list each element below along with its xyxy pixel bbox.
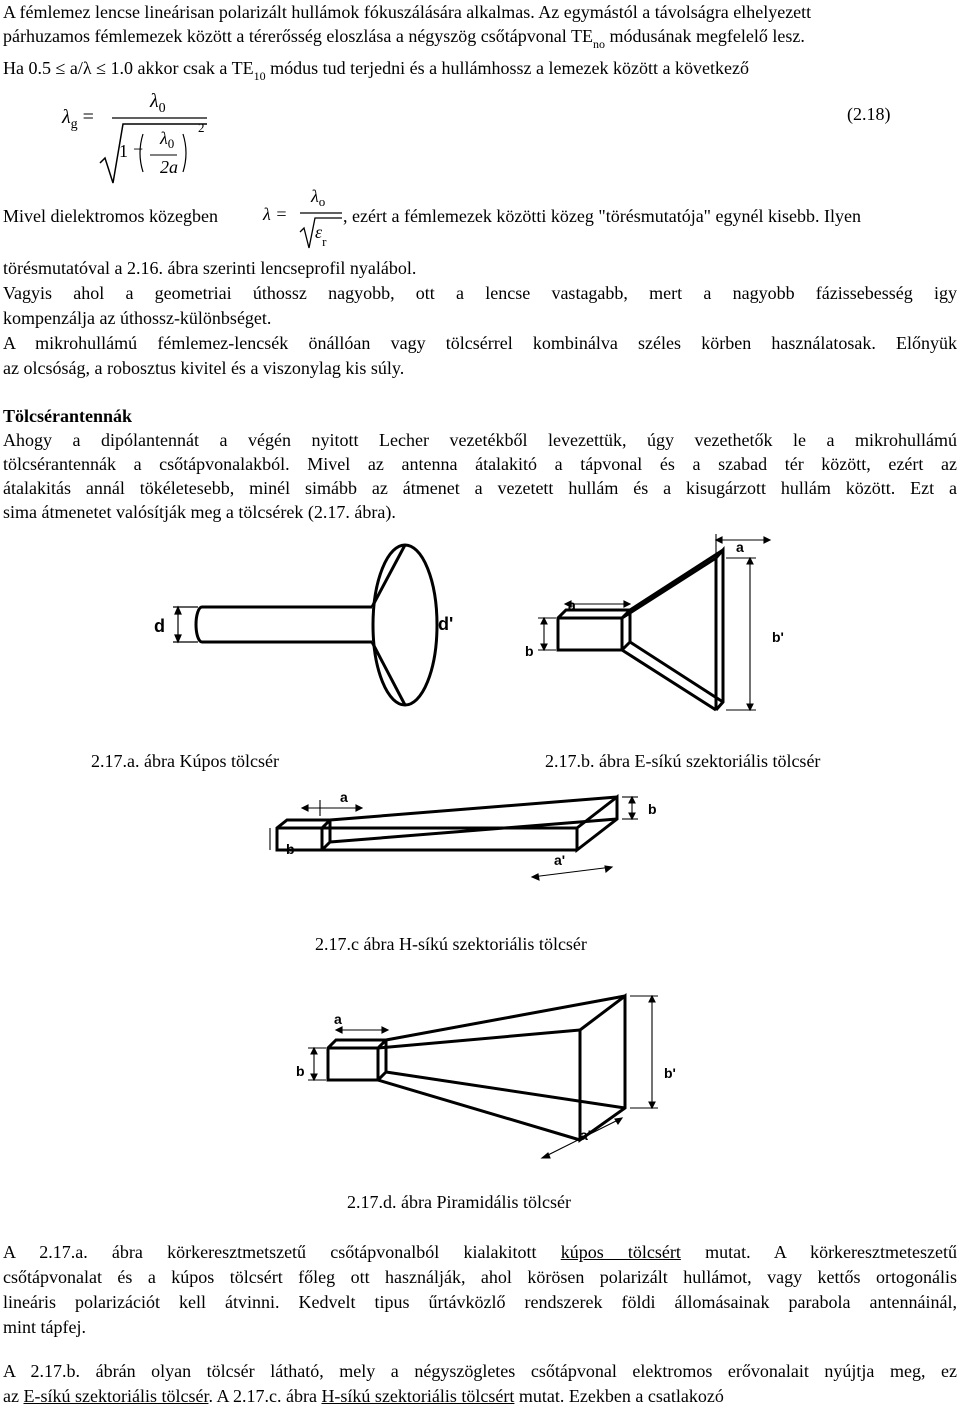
label-a-prime: a' — [580, 1127, 592, 1143]
p3-line-1-text: A 2.17.a. ábra körkeresztmetszetű csőtápvonalból kialakitott — [3, 1242, 561, 1262]
equation-number: (2.18) — [847, 104, 891, 124]
figure-pyramidal-horn — [280, 990, 690, 1190]
p1-line-1: törésmutatóval a 2.16. ábra szerinti lencseprofil nyalábol. — [3, 258, 417, 278]
intro-line-2 — [3, 24, 957, 50]
p1-line-3: kompenzálja az úthossz-különbséget. — [3, 308, 272, 328]
p1-line-2: Vagyis ahol a geometriai úthossz nagyobb, ott a lencse vastagabb, mert a nagyobb fázissebesség igy — [3, 283, 957, 303]
dielectric-lambda-eq: λ = — [263, 204, 288, 224]
lambda-0-sub: 0 — [158, 101, 166, 116]
dielectric-num-sub: o — [318, 194, 326, 209]
dielectric-suffix: , ezért a fémlemezek közötti közeg "törésmutatója" egynél kisebb. Ilyen — [343, 206, 861, 226]
figure-conical-horn — [140, 538, 454, 718]
lambda-g: λ — [62, 106, 71, 128]
p1-line-4: A mikrohullámú fémlemez-lencsék önállóan vagy tölcsérrel kombinálva széles körben használatosak. Előnyük — [3, 333, 957, 353]
label-a-prime: a' — [554, 852, 566, 868]
epsilon: ε — [315, 222, 323, 242]
figure-e-plane-horn — [500, 530, 800, 745]
conical-horn-term: kúpos tölcsért — [560, 1242, 681, 1262]
label-b: b — [525, 643, 534, 659]
p3-line-1-tail: mutat. A körkeresztmeteszetű — [680, 1242, 957, 1262]
p4-line-2-mid: . A 2.17.c. ábra — [208, 1386, 322, 1406]
equation-fraction-radical — [95, 108, 215, 188]
intro-line-1: A fémlemez lencse lineárisan polarizált hullámok fókuszálására alkalmas. Az egymástól a távolságra elhelyezett — [3, 2, 812, 22]
p3-line-4: mint tápfej. — [3, 1317, 86, 1337]
intro-line-2-tail: módusának megfelelő lesz. — [604, 26, 805, 46]
label-a: a — [334, 1011, 342, 1027]
p1-line-5: az olcsóság, a robosztus kivitel és a viszonylag kis súly. — [3, 358, 405, 378]
label-a-top: a — [736, 539, 744, 555]
equation-inner-den: 2a — [160, 157, 178, 177]
p3-line-3: lineáris polarizációt kell átvinni. Kedvelt tipus űrtávközlő rendszerek földi állomásainak parabola antennáinál, — [3, 1292, 957, 1312]
h-plane-term: H-síkú szektoriális tölcsért — [321, 1386, 515, 1406]
section-title: Tölcsérantennák — [3, 406, 133, 426]
p2-line-3: átalakitás annál tökéletesebb, minél simább az átmenet a vezetett hullám és a kisugárzott hullám között. Ezt a — [3, 478, 957, 498]
dielectric-prefix: Mivel dielektromos közegben — [3, 206, 218, 226]
caption-fig-a: 2.17.a. ábra Kúpos tölcsér — [91, 751, 279, 771]
e-plane-term: E-síkú szektoriális tölcsér — [23, 1386, 209, 1406]
p2-line-4: sima átmenetet valósítják meg a tölcsérek (2.17. ábra). — [3, 502, 396, 522]
equation-power: 2 — [198, 120, 205, 135]
dielectric-lambda — [263, 204, 287, 225]
label-a-guide: a — [568, 597, 576, 613]
p3-line-1 — [3, 1240, 957, 1264]
label-a: a — [340, 789, 348, 805]
equation-lhs: $\lambda_g$ = — [62, 106, 94, 132]
label-b-prime: b' — [664, 1065, 676, 1081]
p2-line-2: tölcsérantennák a csőtápvonalakból. Mivel az antenna átalakitó a tápvonal és a szabad tér között, ezért az — [3, 454, 957, 474]
equation-inner-num — [160, 128, 174, 149]
intro-line-3 — [3, 56, 957, 82]
caption-fig-c: 2.17.c ábra H-síkú szektoriális tölcsér — [315, 934, 587, 954]
figure-h-plane-horn — [272, 782, 722, 942]
te-subscript: no — [592, 37, 605, 51]
p4-line-2-tail: mutat. Ezekben a csatlakozó — [514, 1386, 724, 1406]
intro-line-2-text: párhuzamos fémlemezek között a térerősség eloszlása a négyszög csőtápvonal TE — [3, 26, 593, 46]
label-d-prime: d' — [438, 614, 454, 634]
label-d: d — [154, 616, 165, 636]
caption-fig-d: 2.17.d. ábra Piramidális tölcsér — [347, 1192, 571, 1212]
equation-one: 1 — [119, 141, 128, 161]
lambda-g-sub: g — [70, 117, 78, 132]
equation-minus: − — [133, 139, 144, 159]
label-b-mouth: b — [648, 801, 657, 817]
p4-line-1: A 2.17.b. ábrán olyan tölcsér látható, mely a négyszögletes csőtápvonal elektromos erővonalait nyújtja meg, ez — [3, 1361, 957, 1381]
p4-line-2 — [3, 1384, 957, 1408]
te10-subscript: 10 — [253, 69, 266, 83]
label-b-prime: b' — [772, 629, 784, 645]
dielectric-num — [311, 186, 325, 207]
intro-line-3-tail: módus tud terjedni és a hullámhossz a lemezek között a következő — [265, 58, 749, 78]
dielectric-den — [315, 222, 327, 249]
inner-lambda: λ — [160, 128, 168, 148]
dielectric-lambda-o: λ — [311, 186, 319, 206]
p2-line-1: Ahogy a dipólantennát a végén nyitott Lecher vezetékből levezettük, úgy vezethetők le a mikrohullámú — [3, 430, 957, 450]
intro-line-3-text: Ha 0.5 ≤ a/λ ≤ 1.0 akkor csak a TE — [3, 58, 254, 78]
label-b-guide: b — [286, 841, 295, 857]
lambda-0: λ — [150, 90, 159, 112]
inner-lambda-sub: 0 — [167, 136, 175, 151]
caption-fig-b: 2.17.b. ábra E-síkú szektoriális tölcsér — [545, 751, 821, 771]
label-b: b — [296, 1063, 305, 1079]
p4-line-2-text: az — [3, 1386, 24, 1406]
epsilon-sub: r — [322, 234, 327, 249]
p3-line-2: csőtápvonalat és a kúpos tölcsért főleg ott használják, ahol körösen polarizált hullámot, vagy kettős ortogonális — [3, 1267, 957, 1287]
